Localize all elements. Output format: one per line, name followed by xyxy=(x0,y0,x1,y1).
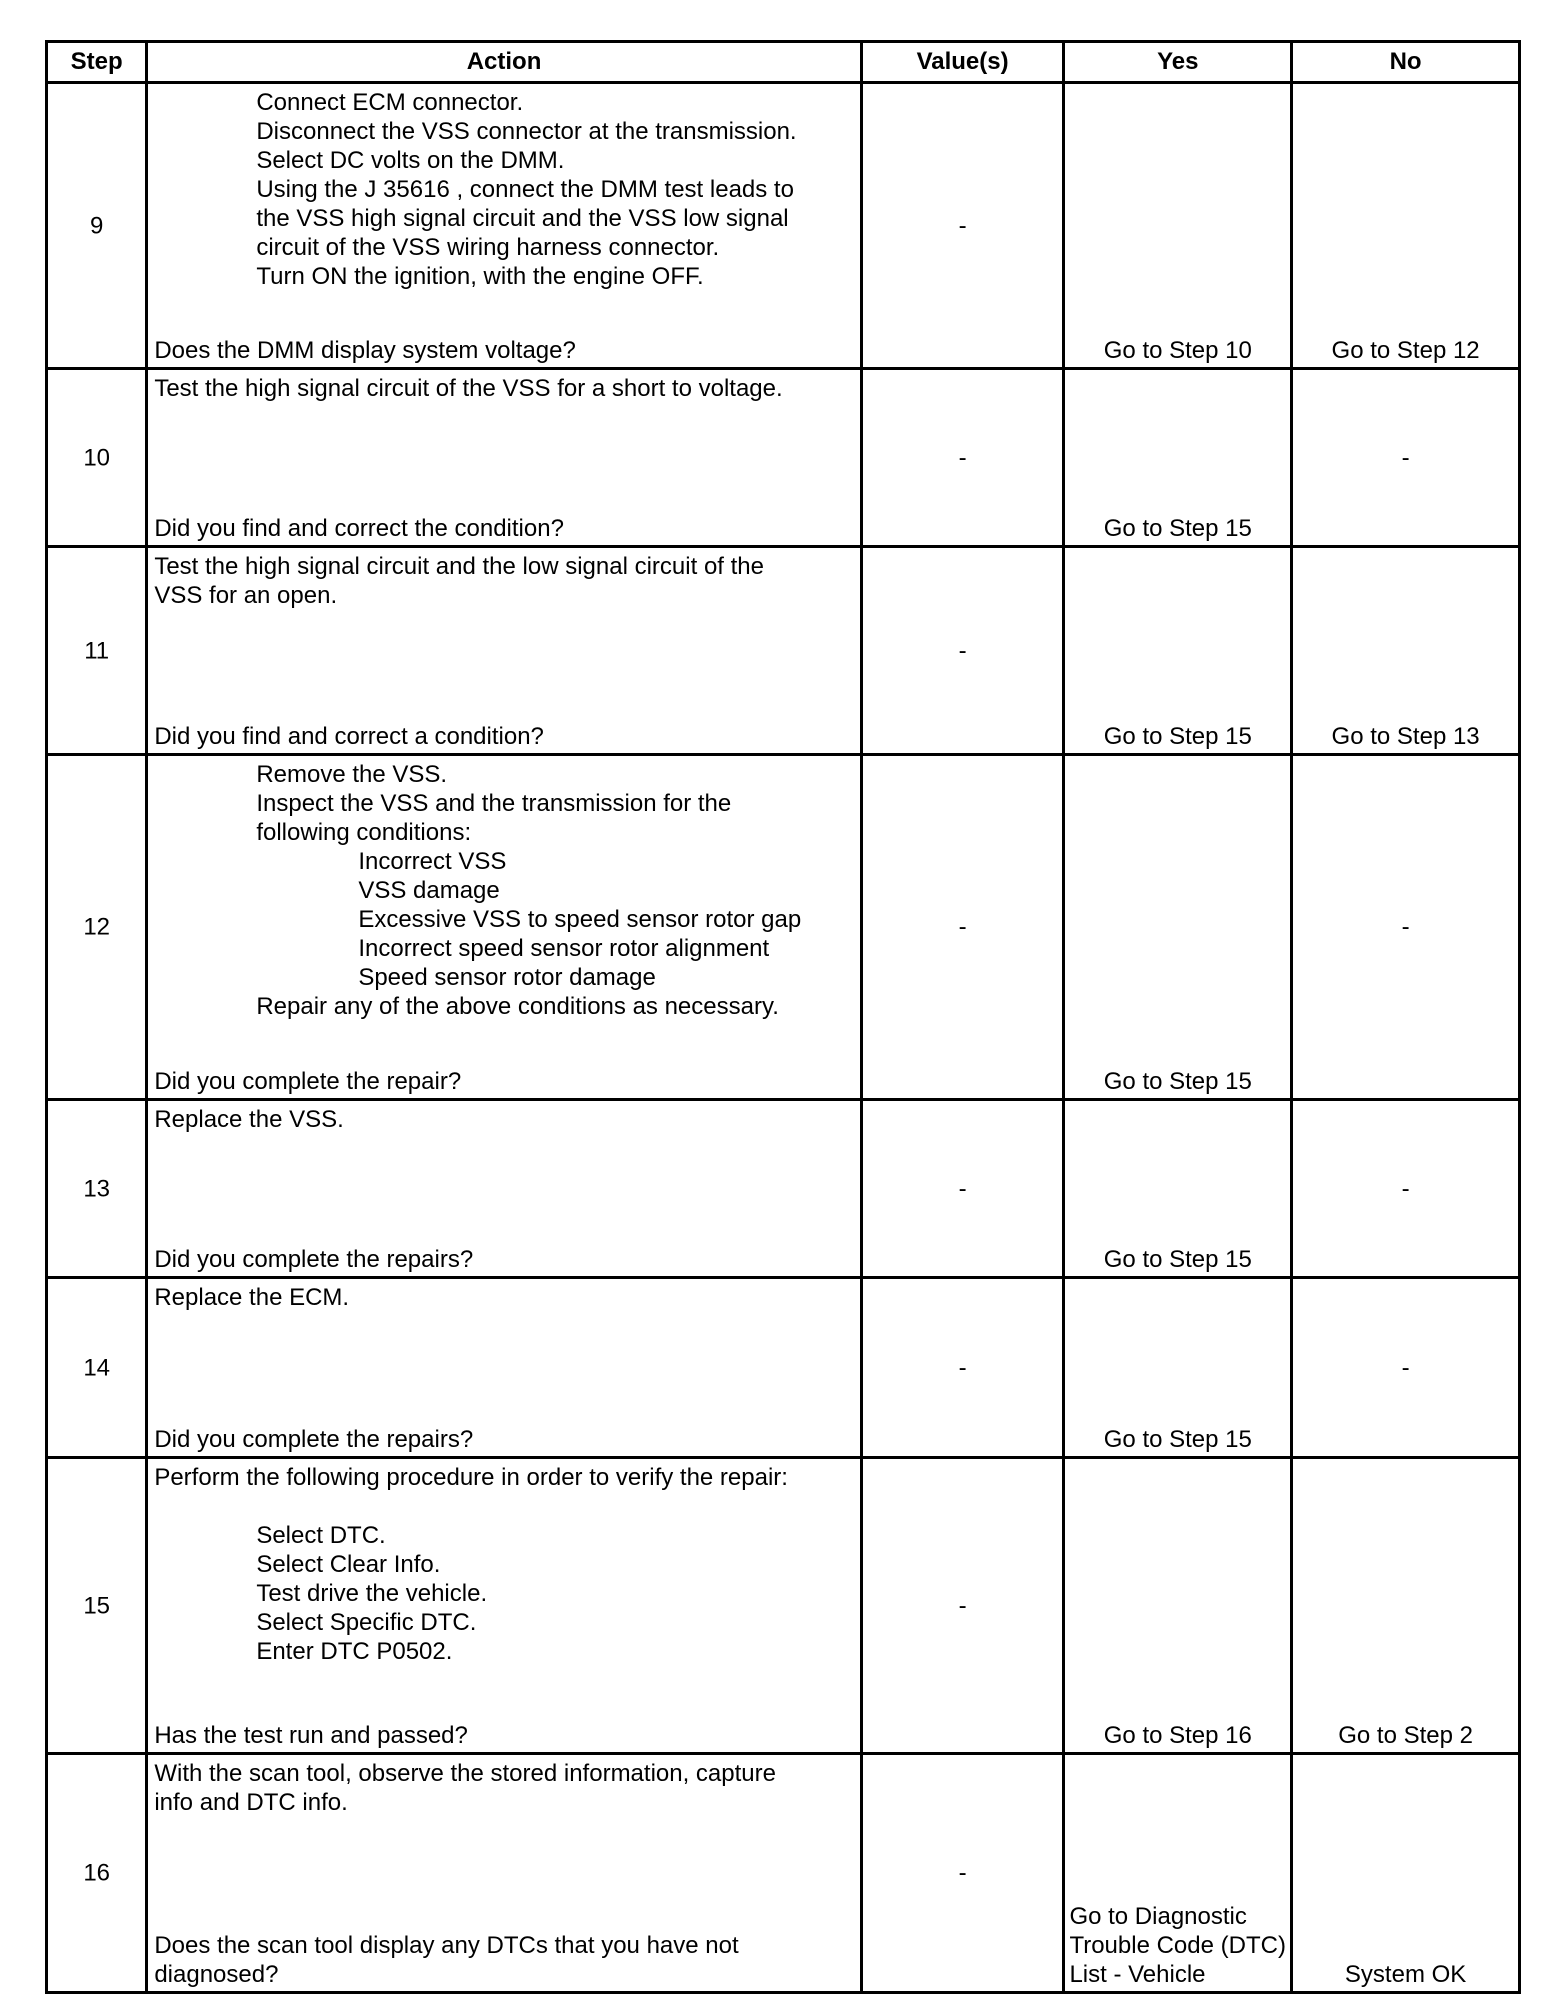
header-step: Step xyxy=(47,42,147,83)
action-line: Disconnect the VSS connector at the transmission. xyxy=(256,118,797,145)
yes-cell xyxy=(1064,755,1292,1100)
action-line: following conditions: xyxy=(256,819,472,846)
yes-text: Go to Step 15 xyxy=(1103,1068,1252,1095)
no-cell xyxy=(1292,755,1520,1100)
yes-text: Go to Step 10 xyxy=(1103,337,1252,364)
action-line: Repair any of the above conditions as necessary. xyxy=(256,993,779,1020)
yes-cell xyxy=(1064,1754,1292,1993)
yes-text: Go to Step 15 xyxy=(1103,1426,1252,1453)
action-cell xyxy=(147,1100,861,1278)
action-cell xyxy=(147,1278,861,1458)
action-line: Turn ON the ignition, with the engine OFF. xyxy=(256,263,704,290)
step-number: 10 xyxy=(83,444,111,471)
action-line: Incorrect speed sensor rotor alignment xyxy=(358,935,770,962)
action-line xyxy=(154,1492,853,1521)
table-row xyxy=(47,1100,1520,1278)
yes-text: Go to Step 16 xyxy=(1103,1722,1252,1749)
action-cell xyxy=(147,547,861,755)
action-question: Has the test run and passed? xyxy=(154,1722,468,1749)
step-number: 12 xyxy=(83,913,111,941)
action-line: Replace the VSS. xyxy=(154,1106,344,1133)
no-text: Go to Step 13 xyxy=(1331,723,1480,750)
step-number: 9 xyxy=(89,212,104,239)
value-cell xyxy=(861,547,1064,755)
no-cell xyxy=(1292,1458,1520,1754)
yes-cell xyxy=(1064,369,1292,547)
header-row xyxy=(47,42,1520,83)
action-line: circuit of the VSS wiring harness connector. xyxy=(256,234,720,261)
value-cell xyxy=(861,369,1064,547)
table-row xyxy=(47,369,1520,547)
value-cell xyxy=(861,1278,1064,1458)
action-line: Perform the following procedure in order to verify the repair: xyxy=(154,1464,788,1491)
no-text: - xyxy=(1401,444,1410,471)
diagnostic-table xyxy=(45,40,1521,1994)
action-line: Test the high signal circuit of the VSS for a short to voltage. xyxy=(154,375,783,402)
value-cell xyxy=(861,755,1064,1100)
yes-text: Go to Step 15 xyxy=(1103,1246,1252,1273)
value-text: - xyxy=(958,1859,967,1887)
action-question: Did you find and correct the condition? xyxy=(154,515,564,542)
action-line: Select DTC. xyxy=(256,1522,386,1549)
table-row xyxy=(47,1458,1520,1754)
no-text: Go to Step 2 xyxy=(1338,1722,1473,1749)
step-cell xyxy=(47,755,147,1100)
action-question: Did you complete the repairs? xyxy=(154,1426,474,1453)
header-action: Action xyxy=(147,42,861,83)
action-cell xyxy=(147,369,861,547)
action-line: VSS damage xyxy=(358,877,500,904)
value-cell xyxy=(861,1754,1064,1993)
value-text: - xyxy=(958,212,967,239)
step-cell xyxy=(47,83,147,369)
action-cell xyxy=(147,1754,861,1993)
step-cell xyxy=(47,547,147,755)
action-cell xyxy=(147,755,861,1100)
action-question: Does the scan tool display any DTCs that you have not diagnosed? xyxy=(154,1932,739,1988)
action-question: Does the DMM display system voltage? xyxy=(154,337,576,364)
action-line: Test the high signal circuit and the low signal circuit of the xyxy=(154,553,764,580)
yes-cell xyxy=(1064,1100,1292,1278)
action-question: Did you find and correct a condition? xyxy=(154,723,544,750)
step-cell xyxy=(47,1754,147,1993)
no-text: - xyxy=(1401,1354,1410,1381)
value-text: - xyxy=(958,1175,967,1202)
table-row xyxy=(47,755,1520,1100)
value-text: - xyxy=(958,913,967,941)
step-number: 11 xyxy=(84,637,110,664)
action-cell xyxy=(147,1458,861,1754)
action-line: Speed sensor rotor damage xyxy=(358,964,656,991)
no-text: - xyxy=(1401,913,1410,941)
step-cell xyxy=(47,1100,147,1278)
table-body xyxy=(47,83,1520,1993)
no-cell xyxy=(1292,1754,1520,1993)
action-line: Excessive VSS to speed sensor rotor gap xyxy=(358,906,802,933)
table-row xyxy=(47,83,1520,369)
value-text: - xyxy=(958,1354,967,1381)
no-cell xyxy=(1292,547,1520,755)
header-yes: Yes xyxy=(1064,42,1292,83)
no-text: - xyxy=(1401,1175,1410,1202)
yes-text: Go to Step 15 xyxy=(1103,723,1252,750)
header-no: No xyxy=(1292,42,1520,83)
header-values: Value(s) xyxy=(861,42,1064,83)
action-line: info and DTC info. xyxy=(154,1789,348,1816)
action-line: Remove the VSS. xyxy=(256,761,448,788)
no-cell xyxy=(1292,83,1520,369)
action-line: Test drive the vehicle. xyxy=(256,1580,488,1607)
value-text: - xyxy=(958,1592,967,1619)
action-line: Using the J 35616 , connect the DMM test leads to xyxy=(256,176,794,203)
yes-text: Go to Step 15 xyxy=(1103,515,1252,542)
value-cell xyxy=(861,1100,1064,1278)
table-row xyxy=(47,1278,1520,1458)
yes-text: Go to Diagnostic Trouble Code (DTC) List - Vehicle xyxy=(1069,1903,1286,1988)
no-cell xyxy=(1292,1100,1520,1278)
no-text: System OK xyxy=(1344,1961,1467,1988)
action-line: Enter DTC P0502. xyxy=(256,1638,453,1665)
action-line: Select Specific DTC. xyxy=(256,1609,477,1636)
no-cell xyxy=(1292,369,1520,547)
action-line: Select Clear Info. xyxy=(256,1551,441,1578)
yes-cell xyxy=(1064,1278,1292,1458)
step-number: 16 xyxy=(83,1859,111,1887)
action-cell xyxy=(147,83,861,369)
action-line: Inspect the VSS and the transmission for the xyxy=(256,790,732,817)
step-cell xyxy=(47,1458,147,1754)
yes-cell xyxy=(1064,547,1292,755)
action-line: Select DC volts on the DMM. xyxy=(256,147,565,174)
value-cell xyxy=(861,1458,1064,1754)
action-question: Did you complete the repairs? xyxy=(154,1246,474,1273)
step-number: 13 xyxy=(83,1175,111,1202)
action-line: Connect ECM connector. xyxy=(256,89,524,116)
step-number: 15 xyxy=(83,1592,111,1619)
no-text: Go to Step 12 xyxy=(1331,337,1480,364)
no-cell xyxy=(1292,1278,1520,1458)
action-line: With the scan tool, observe the stored information, capture xyxy=(154,1760,776,1787)
table-row xyxy=(47,547,1520,755)
value-text: - xyxy=(958,444,967,471)
yes-cell xyxy=(1064,83,1292,369)
action-line: the VSS high signal circuit and the VSS low signal xyxy=(256,205,789,232)
step-cell xyxy=(47,1278,147,1458)
value-text: - xyxy=(958,637,967,664)
step-cell xyxy=(47,369,147,547)
action-question: Did you complete the repair? xyxy=(154,1068,462,1095)
action-line: VSS for an open. xyxy=(154,582,338,609)
step-number: 14 xyxy=(83,1354,111,1381)
action-line: Incorrect VSS xyxy=(358,848,507,875)
table-row xyxy=(47,1754,1520,1993)
yes-cell xyxy=(1064,1458,1292,1754)
action-line: Replace the ECM. xyxy=(154,1284,350,1311)
value-cell xyxy=(861,83,1064,369)
